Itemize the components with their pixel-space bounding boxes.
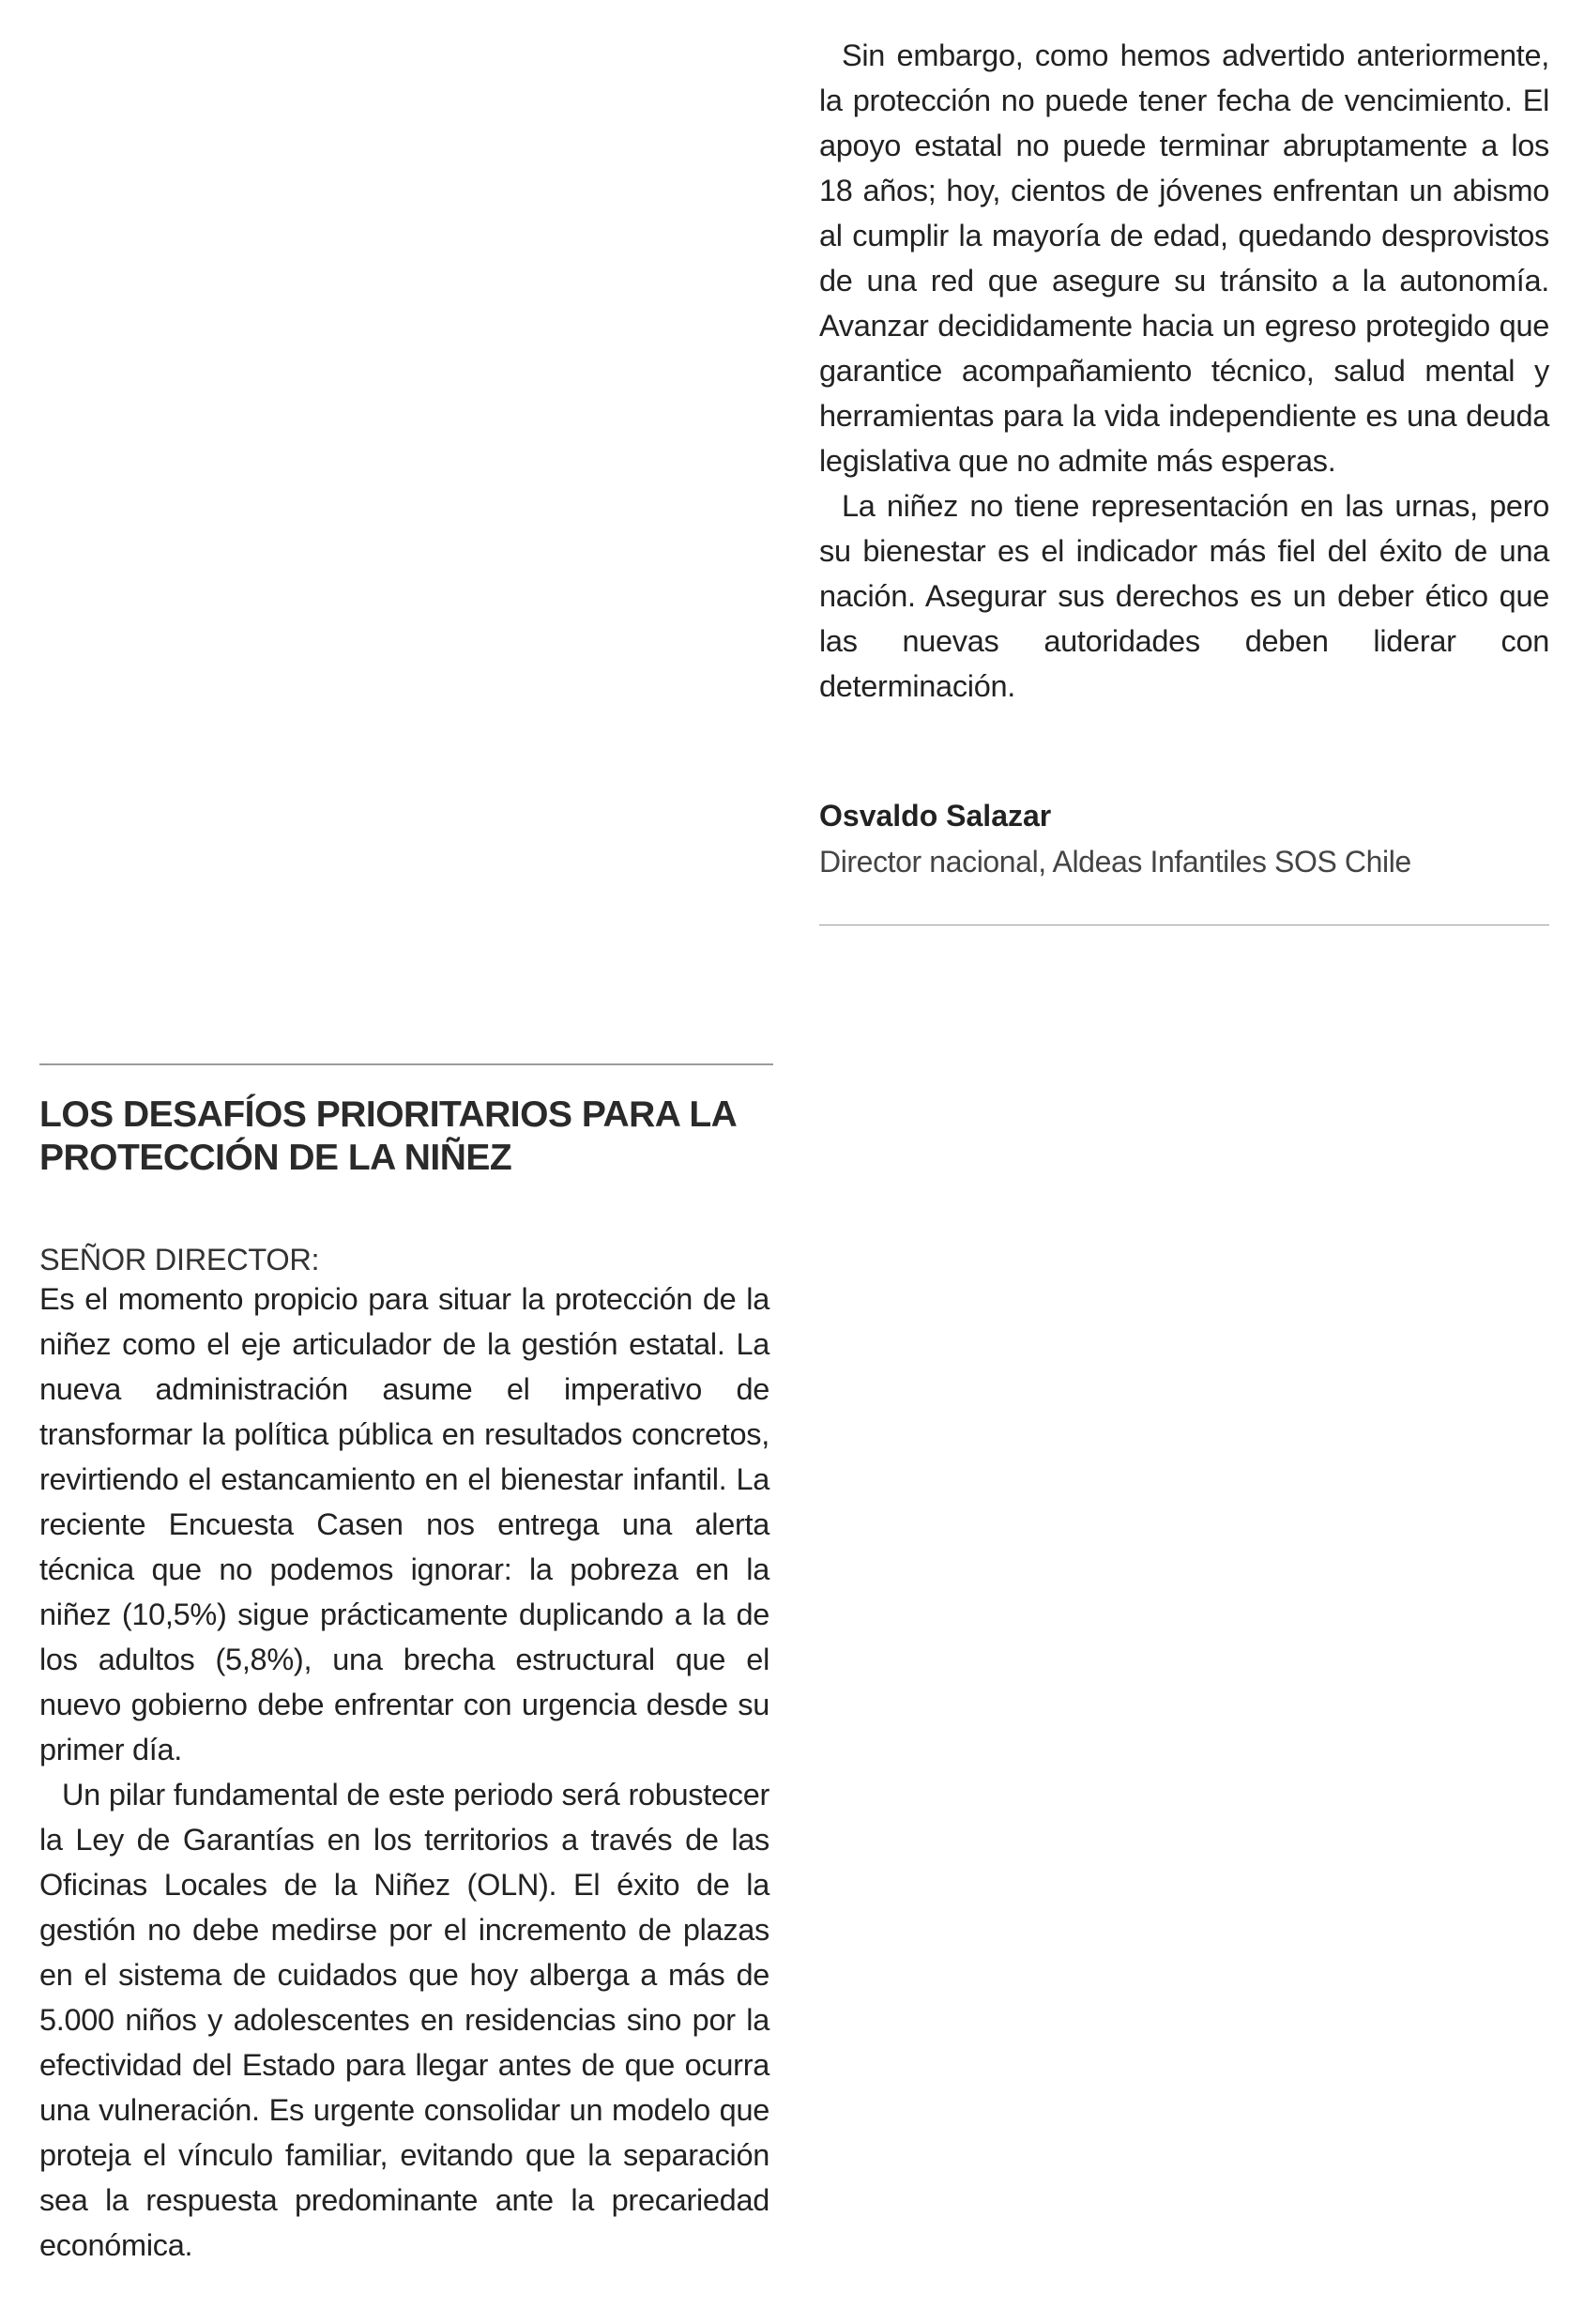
- signature-role: Director nacional, Aldeas Infantiles SOS Chile: [819, 845, 1411, 879]
- letter-body: [39, 1277, 769, 2268]
- letter-continuation-body: [819, 33, 1549, 709]
- signature-name: Osvaldo Salazar: [819, 799, 1052, 833]
- letter-salutation: SEÑOR DIRECTOR:: [39, 1243, 320, 1277]
- letter-headline: LOS DESAFÍOS PRIORITARIOS PARA LA PROTECCIÓN DE LA NIÑEZ: [39, 1094, 736, 1178]
- continuation-paragraph-1: Sin embargo, como hemos advertido anteriormente, la protección no puede tener fecha de vencimiento. El apoyo estatal no puede terminar abruptamente a los 18 años; hoy, cientos de jóvenes enfrentan un abismo al cumplir la mayoría de edad, quedando desprovistos de una red que asegure su tránsito a la autonomía. Avanzar decididamente hacia un egreso protegido que garantice acompañamiento técnico, salud mental y herramientas para la vida independiente es una deuda legislativa que no admite más esperas.: [819, 38, 1549, 478]
- section-divider-left: [39, 1063, 773, 1065]
- letter-paragraph-1: Es el momento propicio para situar la protección de la niñez como el eje articulador de la gestión estatal. La nueva administración asume el imperativo de transformar la política pública en resultados concretos, revirtiendo el estancamiento en el bienestar infantil. La reciente Encuesta Casen nos entrega una alerta técnica que no podemos ignorar: la pobreza en la niñez (10,5%) sigue prácticamente duplicando a la de los adultos (5,8%), una brecha estructural que el nuevo gobierno debe enfrentar con urgencia desde su primer día.: [39, 1282, 769, 1766]
- continuation-paragraph-2: La niñez no tiene representación en las urnas, pero su bienestar es el indicador más fiel del éxito de una nación. Asegurar sus derechos es un deber ético que las nuevas autoridades deben liderar con determinación.: [819, 489, 1549, 703]
- letter-paragraph-2: Un pilar fundamental de este periodo será robustecer la Ley de Garantías en los territorios a través de las Oficinas Locales de la Niñez (OLN). El éxito de la gestión no debe medirse por el incremento de plazas en el sistema de cuidados que hoy alberga a más de 5.000 niños y adolescentes en residencias sino por la efectividad del Estado para llegar antes de que ocurra una vulneración. Es urgente consolidar un modelo que proteja el vínculo familiar, evitando que la separación sea la respuesta predominante ante la precariedad económica.: [39, 1778, 769, 2262]
